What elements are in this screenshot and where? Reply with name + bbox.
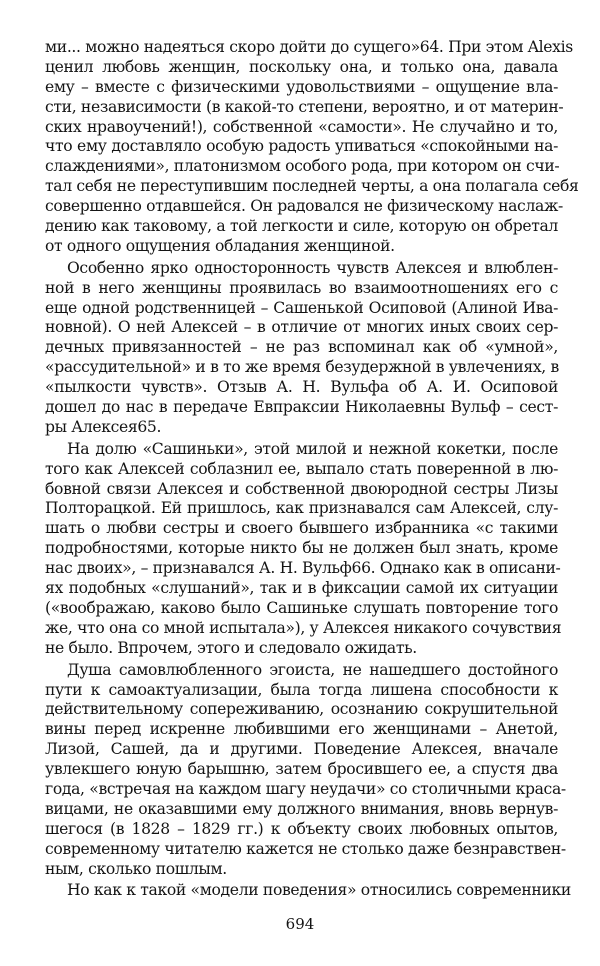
text-line: сти, независимости (в какой-то степени, вероятно, и от материн- <box>45 97 564 116</box>
text-line: ских нравоучений!), собственной «самости». Не случайно и то, <box>45 117 558 136</box>
text-line: не было. Впрочем, этого и следовало ожидать. <box>45 638 417 657</box>
text-line: дошел до нас в передаче Евпраксии Николаевны Вульф – сест- <box>45 398 558 417</box>
text-line: ры Алексея65. <box>45 417 162 436</box>
text-line: того как Алексей соблазнил ее, выпало стать поверенной в лю- <box>45 459 558 478</box>
text-line: слаждениями», платонизмом особого рода, при котором он счи- <box>45 157 560 176</box>
text-line: Но как к такой «модели поведения» относились современники <box>67 881 571 900</box>
text-line: Полторацкой. Ей пришлось, как признавался сам Алексей, слу- <box>45 499 558 518</box>
paragraph-4 <box>45 660 566 880</box>
text-line: что ему доставляло особую радость упиваться «спокойными на- <box>45 137 558 156</box>
text-line: Особенно ярко односторонность чувств Алексея и влюблен- <box>67 258 558 277</box>
text-line: Лизой, Сашей, да и другими. Поведение Алексея, вначале <box>45 740 558 759</box>
text-line: еще одной родственницей – Сашенькой Осиповой (Алиной Ива- <box>45 298 558 317</box>
text-line: подробностями, которые никто бы не должен был знать, кроме <box>45 539 558 558</box>
text-line: «пылкости чувств». Отзыв А. Н. Вульфа об А. И. Осиповой <box>45 378 558 397</box>
paragraph-5 <box>45 881 571 901</box>
text-line: вины перед искренне любившими его женщинами – Анетой, <box>45 720 558 739</box>
text-line: дечных привязанностей – не раз вспоминал как об «умной», <box>45 338 558 357</box>
text-line: («воображаю, каково было Сашиньке слушать повторение того <box>45 598 558 617</box>
text-line: ной в него женщины проявилась во взаимоотношениях его с <box>45 278 558 297</box>
text-line: же, что она со мной испытала»), у Алексея никакого сочувствия <box>45 618 562 637</box>
text-line: Душа самовлюбленного эгоиста, не нашедшего достойного <box>67 660 558 679</box>
paragraph-2 <box>45 259 558 438</box>
text-line: ми... можно надеяться скоро дойти до сущего»64. При этом Alexis <box>45 38 573 56</box>
text-line: современному читателю кажется не столько даже безнравствен- <box>45 839 566 858</box>
text-line: пути к самоактуализации, была тогда лишена способности к <box>45 680 558 699</box>
text-line: ему – вместе с физическими удовольствиями – ощущение вла- <box>45 77 558 96</box>
text-line: дению как таковому, а той легкости и силе, которую он обретал <box>45 217 558 236</box>
paragraph-1 <box>45 38 579 257</box>
text-line: вицами, не оказавшими ему должного внимания, вновь вернув- <box>45 799 558 818</box>
text-line: «рассудительной» и в то же время безудержной в увлечениях, в <box>45 358 559 377</box>
text-line: шать о любви сестры и своего бывшего избранника «с такими <box>45 519 558 538</box>
text-line: увлекшего юную барышню, затем бросившего ее, а спустя два <box>45 760 558 779</box>
text-line: от одного ощущения обладания женщиной. <box>45 236 395 255</box>
page-body <box>45 38 579 903</box>
text-line: На долю «Сашиньки», этой милой и нежной кокетки, после <box>67 439 558 458</box>
text-line: бовной связи Алексея и собственной двоюродной сестры Лизы <box>45 479 558 498</box>
text-line: тал себя не переступившим последней черты, а она полагала себя <box>45 177 579 196</box>
text-line: шегося (в 1828 – 1829 гг.) к объекту своих любовных опытов, <box>45 819 558 838</box>
text-line: ным, сколько пошлым. <box>45 859 227 878</box>
paragraph-3 <box>45 439 562 659</box>
text-line: нас двоих», – признавался А. Н. Вульф66. Однако как в описани- <box>45 559 561 578</box>
text-line: действительному сопереживанию, осознанию сокрушительной <box>45 700 558 719</box>
text-line: совершенно отдавшейся. Он радовался не физическому наслаж- <box>45 197 563 216</box>
text-line: года, «встречая на каждом шагу неудачи» со столичными краса- <box>45 779 566 798</box>
page-number: 694 <box>285 915 315 933</box>
text-line: новной). О ней Алексей – в отличие от многих иных своих сер- <box>45 318 558 337</box>
text-line: ях подобных «слушаний», так и в фиксации самой их ситуации <box>45 579 558 598</box>
text-line: ценил любовь женщин, поскольку она, и только она, давала <box>45 57 558 76</box>
